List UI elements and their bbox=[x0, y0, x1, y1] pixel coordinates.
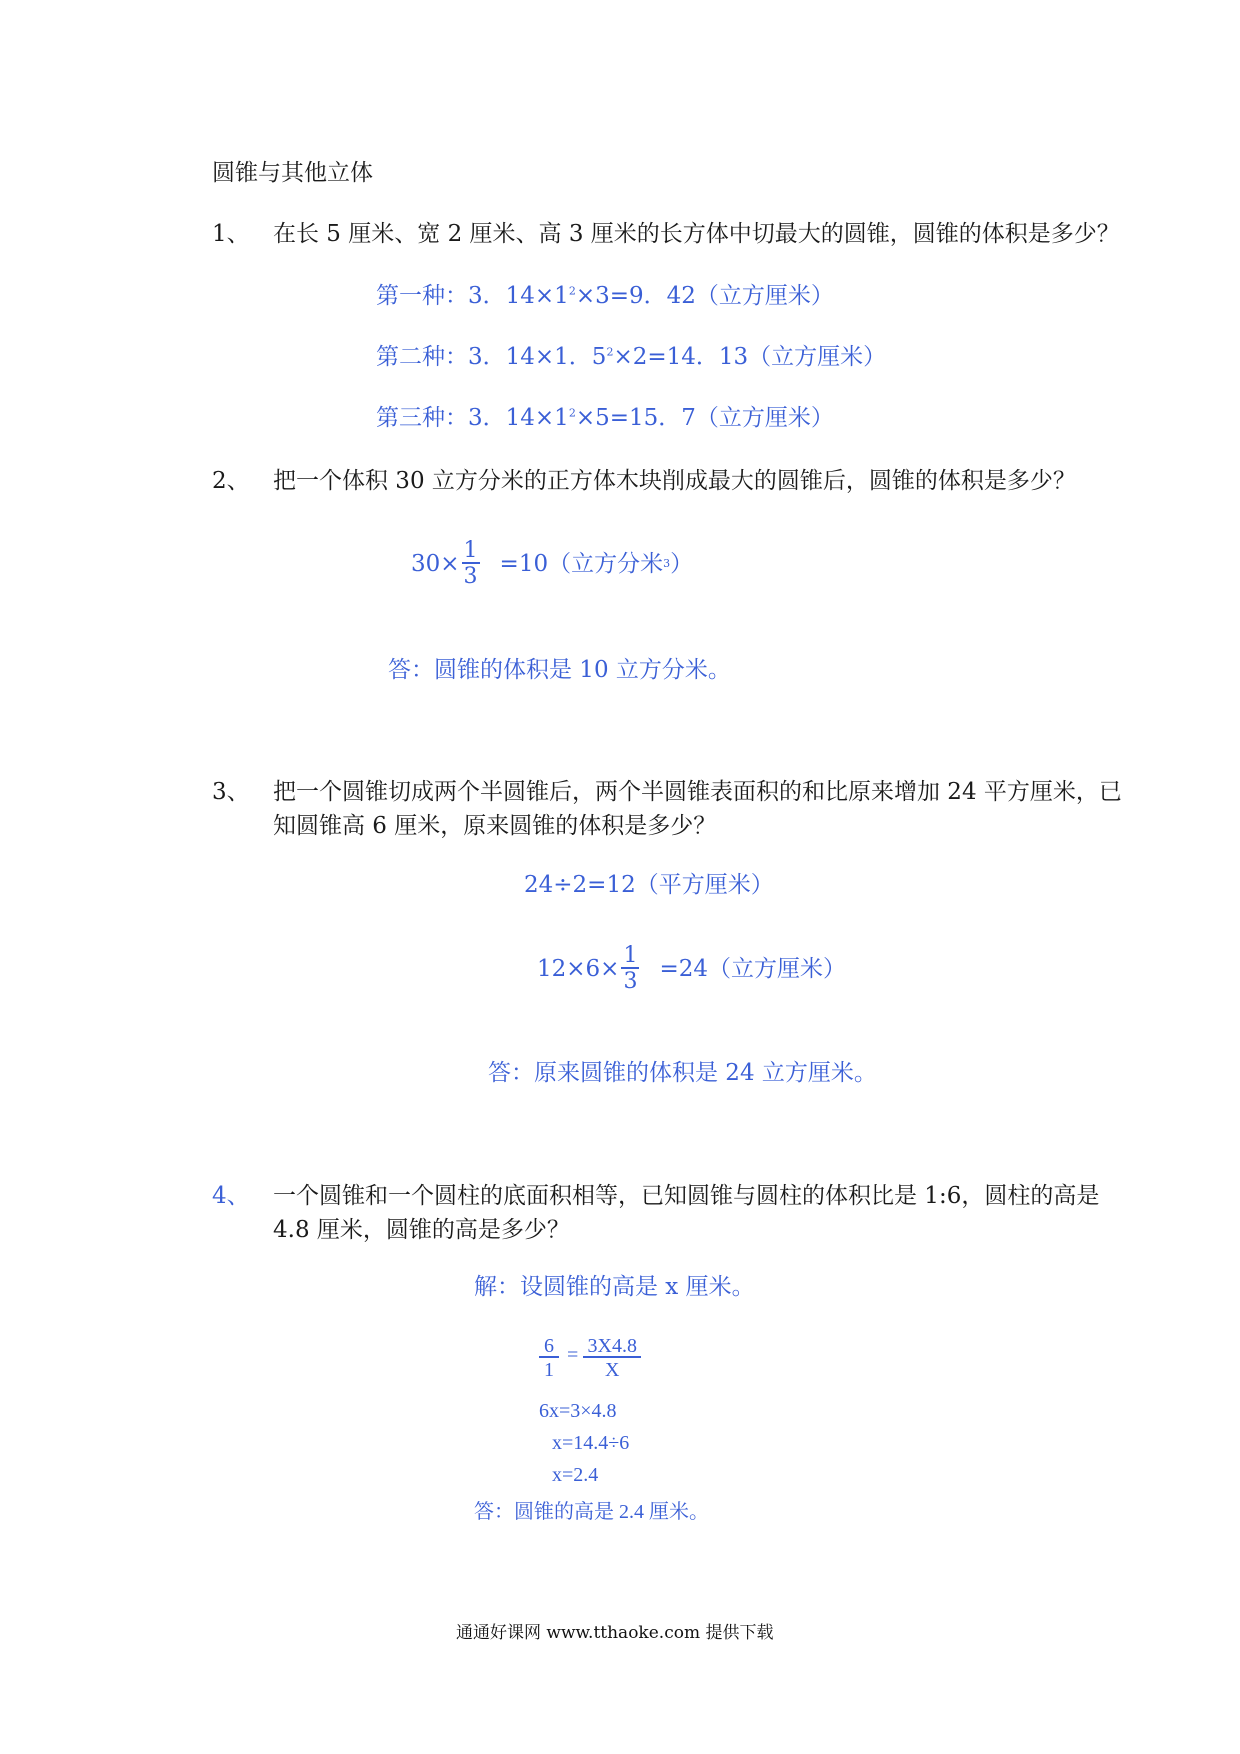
question-4-line-2: 4.8 厘米，圆锥的高是多少？ bbox=[273, 1217, 570, 1243]
q3-step-1: 24÷2=12（平方厘米） bbox=[524, 872, 774, 898]
q4-equals-sign: = bbox=[567, 1343, 579, 1366]
question-1-number: 1、 bbox=[212, 221, 250, 247]
q2-calc-close: ） bbox=[670, 551, 694, 577]
q4-left-fraction bbox=[539, 1336, 559, 1380]
q2-answer: 答：圆锥的体积是 10 立方分米。 bbox=[388, 657, 731, 683]
q3-fraction-denominator: 3 bbox=[623, 969, 638, 994]
page-title: 圆锥与其他立体 bbox=[212, 160, 373, 186]
q1-solution-3-exponent: 2 bbox=[568, 406, 576, 420]
q4-proportion-equation bbox=[537, 1336, 643, 1380]
question-4-line-1: 一个圆锥和一个圆柱的底面积相等，已知圆锥与圆柱的体积比是 1:6，圆柱的高是 bbox=[273, 1183, 1100, 1209]
q2-calc-result: =10（立方分米 bbox=[499, 551, 664, 577]
q1-solution-3-part-a: 第三种：3．14×1 bbox=[376, 405, 569, 431]
q1-solution-3-part-b: ×5=15．7（立方厘米） bbox=[575, 405, 834, 431]
q4-step-1: 6x=3×4.8 bbox=[539, 1400, 617, 1422]
q4-left-denominator: 1 bbox=[539, 1356, 559, 1380]
q4-step-3: x=2.4 bbox=[552, 1464, 599, 1486]
q3-fraction bbox=[621, 945, 639, 993]
q1-solution-2 bbox=[376, 342, 886, 372]
q2-calc-prefix: 30× bbox=[411, 551, 460, 577]
q2-fraction-denominator: 3 bbox=[463, 564, 478, 589]
q1-solution-2-part-a: 第二种：3．14×1．5 bbox=[376, 344, 607, 370]
question-1-text: 在长 5 厘米、宽 2 厘米、高 3 厘米的长方体中切最大的圆锥，圆锥的体积是多少？ bbox=[273, 221, 1120, 247]
q4-right-numerator: 3X4.8 bbox=[587, 1335, 637, 1357]
q4-right-denominator: X bbox=[583, 1356, 641, 1380]
q3-answer: 答：原来圆锥的体积是 24 立方厘米。 bbox=[488, 1060, 877, 1086]
q1-solution-1-part-b: ×3=9．42（立方厘米） bbox=[575, 283, 834, 309]
page-footer: 通通好课网 www.tthaoke.com 提供下载 bbox=[456, 1623, 774, 1643]
question-3-line-2: 知圆锥高 6 厘米，原来圆锥的体积是多少？ bbox=[273, 813, 717, 839]
question-4-number: 4、 bbox=[212, 1183, 250, 1209]
question-2-text: 把一个体积 30 立方分米的正方体木块削成最大的圆锥后，圆锥的体积是多少？ bbox=[273, 468, 1076, 494]
q1-solution-2-exponent: 2 bbox=[606, 345, 614, 359]
q1-solution-2-part-b: ×2=14．13（立方厘米） bbox=[613, 344, 887, 370]
q4-right-fraction bbox=[583, 1336, 641, 1380]
q3-step-2-result: =24（立方厘米） bbox=[659, 956, 846, 982]
q3-step-2 bbox=[537, 945, 846, 993]
q4-answer: 答：圆锥的高是 2.4 厘米。 bbox=[474, 1501, 709, 1523]
q4-solve-setup: 解：设圆锥的高是 x 厘米。 bbox=[474, 1274, 755, 1300]
q2-fraction bbox=[462, 540, 480, 588]
q2-calculation: 30× $\frac{1}{3}$ =10（立方分米 3 ） bbox=[411, 538, 694, 589]
q3-fraction-numerator: 1 bbox=[623, 943, 638, 968]
q1-solution-3 bbox=[376, 403, 834, 433]
q4-left-numerator: 6 bbox=[544, 1335, 554, 1357]
q4-step-2: x=14.4÷6 bbox=[552, 1432, 630, 1454]
q1-solution-1-part-a: 第一种：3．14×1 bbox=[376, 283, 569, 309]
q1-solution-1 bbox=[376, 281, 834, 311]
q1-solution-1-exponent: 2 bbox=[568, 284, 576, 298]
question-3-number: 3、 bbox=[212, 779, 250, 805]
q2-fraction-numerator: 1 bbox=[463, 538, 478, 563]
question-2-number: 2、 bbox=[212, 468, 250, 494]
question-3-line-1: 把一个圆锥切成两个半圆锥后，两个半圆锥表面积的和比原来增加 24 平方厘米，已 bbox=[273, 779, 1122, 805]
q3-step-2-prefix: 12×6× bbox=[537, 956, 620, 982]
